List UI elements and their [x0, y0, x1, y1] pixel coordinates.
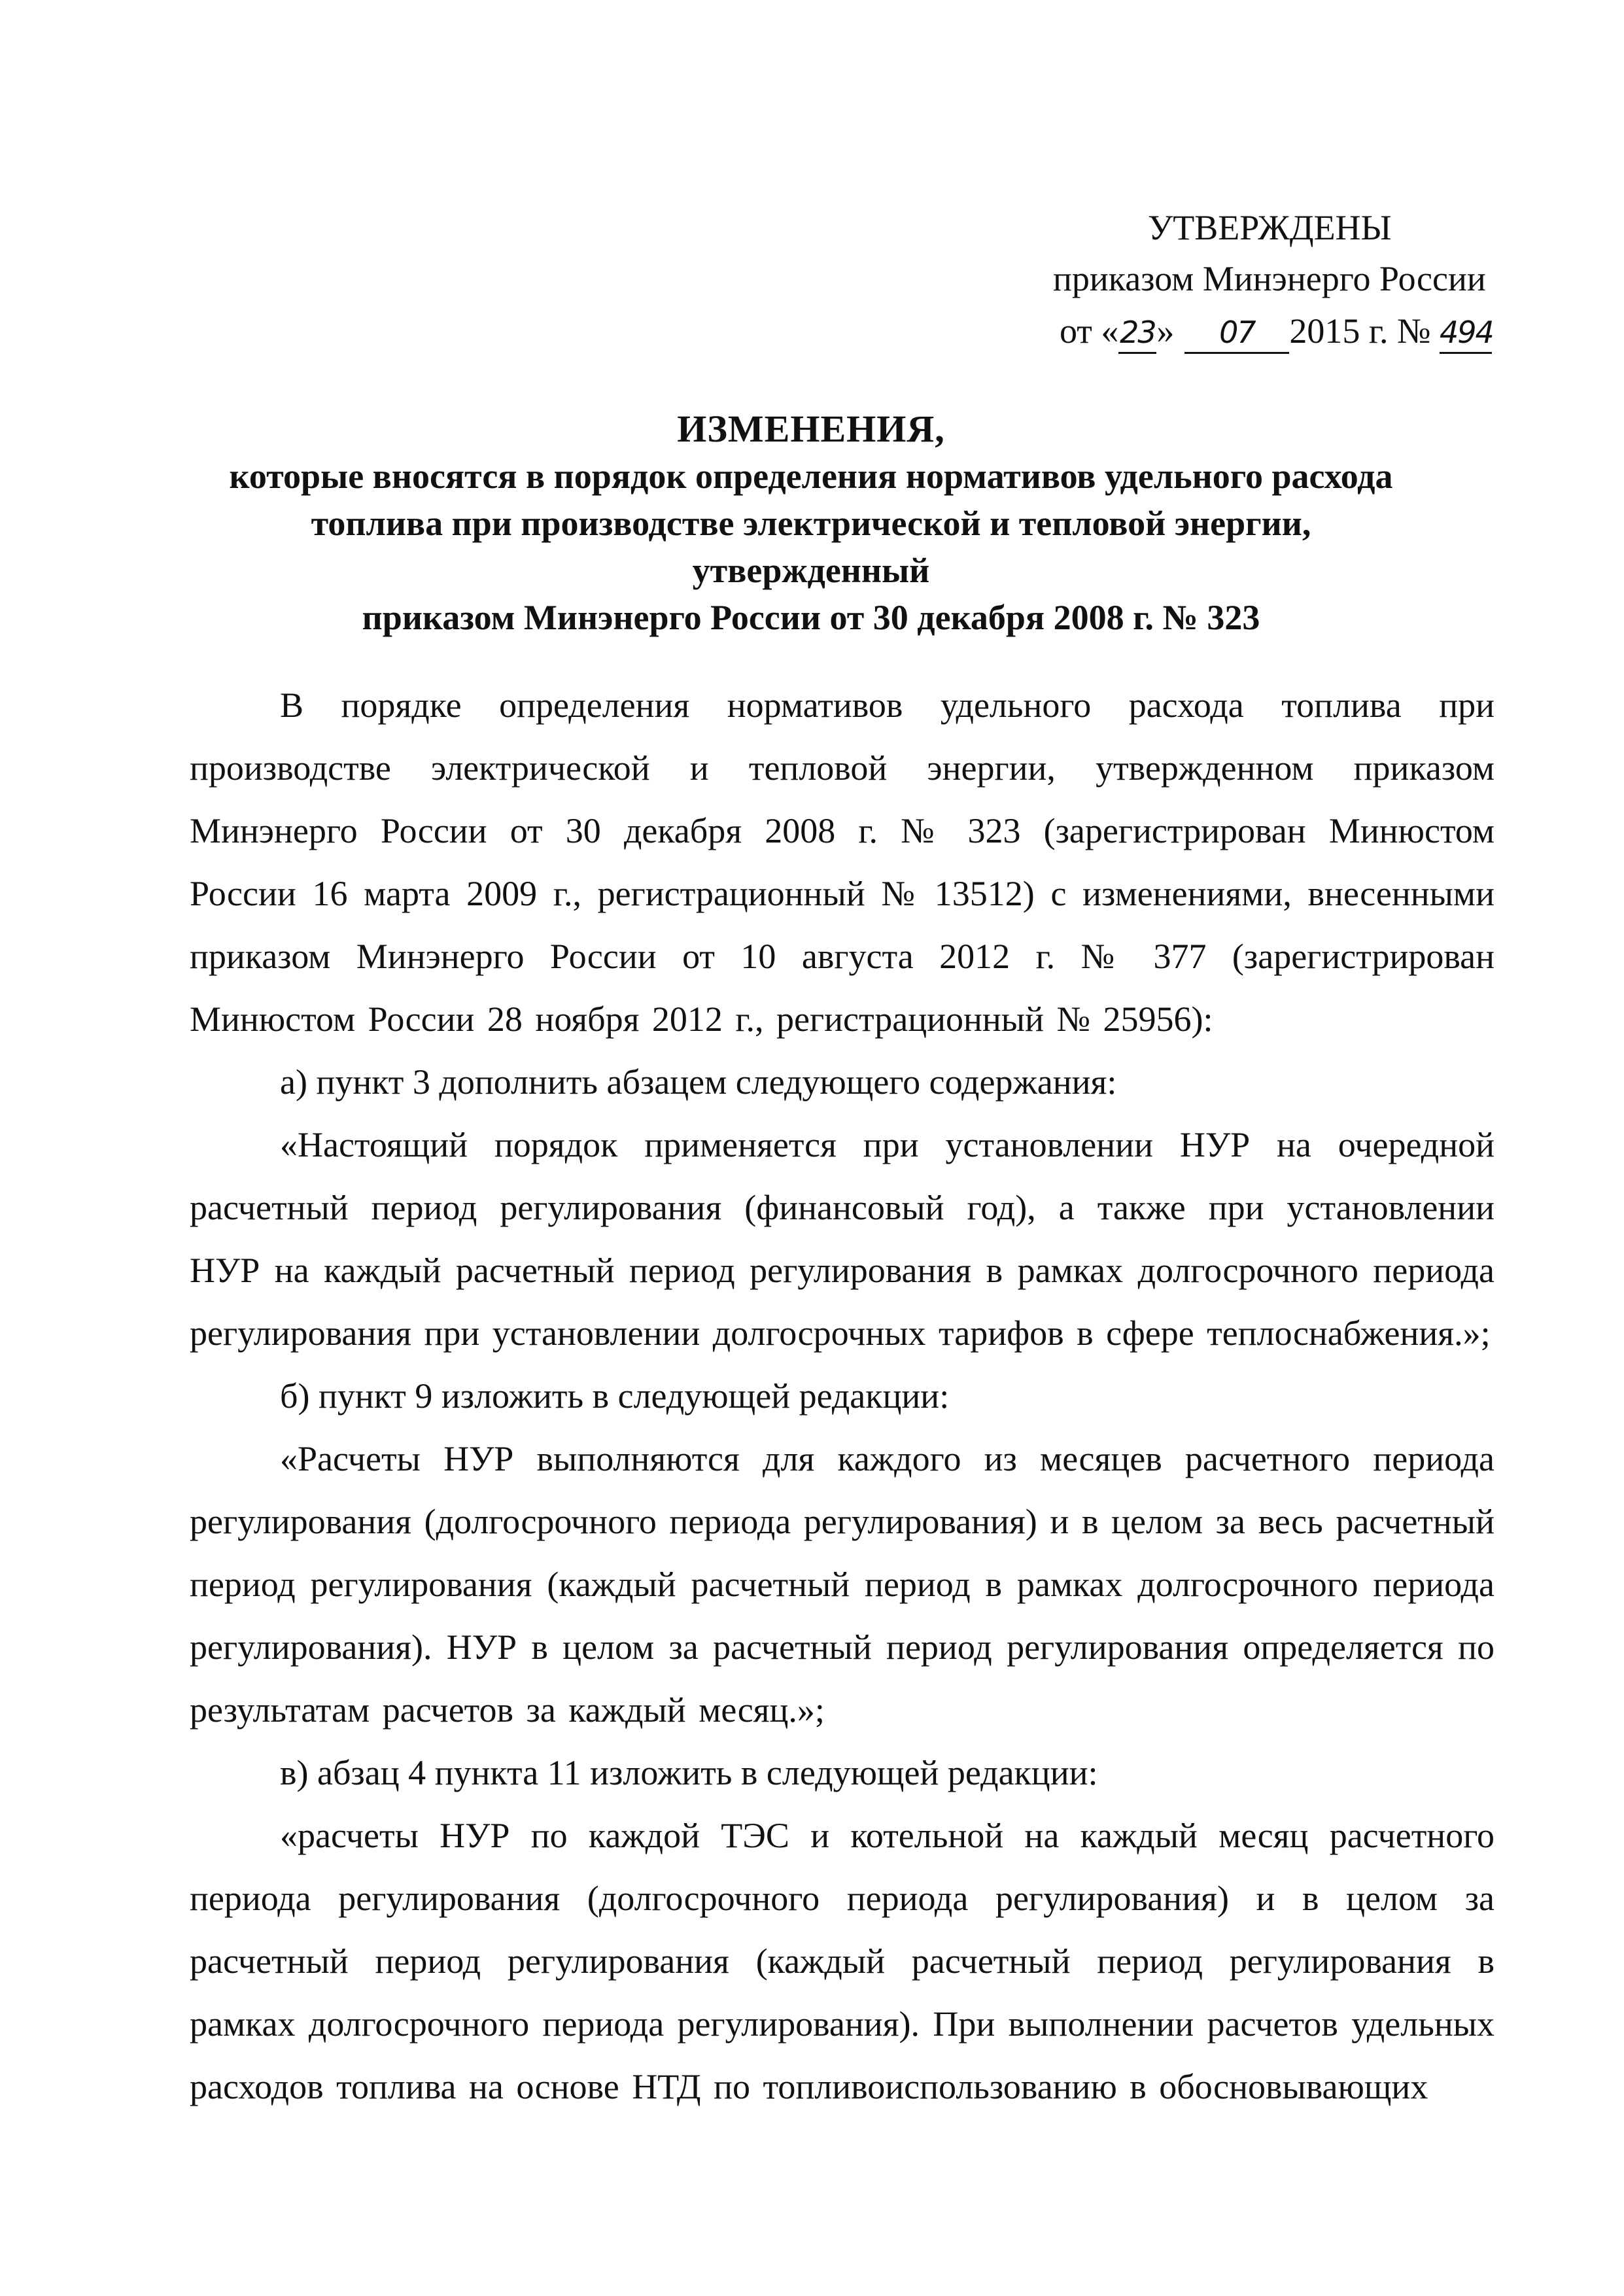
date-prefix: от « — [1060, 311, 1119, 351]
body-paragraph-item-b: б) пункт 9 изложить в следующей редакции: — [280, 1376, 950, 1416]
body-paragraph-item-a: а) пункт 3 дополнить абзацем следующего содержания: — [280, 1062, 1117, 1102]
date-month-handwritten: 07 — [1219, 315, 1255, 350]
document-body — [190, 674, 1494, 2118]
document-subtitle-line-3: приказом Минэнерго России от 30 декабря 2008 г. № 323 — [362, 598, 1260, 637]
document-title: ИЗМЕНЕНИЯ, — [677, 408, 945, 450]
approval-order-line: приказом Минэнерго России — [1053, 259, 1486, 298]
document-subtitle-line-1: которые вносятся в порядок определения нормативов удельного расхода — [229, 457, 1393, 496]
body-paragraph-item-a-text: «Настоящий порядок применяется при установлении НУР на очередной расчетный период регулирования (финансовый год), а также при установлении НУР на каждый расчетный период регулирования в рамках долгосрочного периода регулирования при установлении долгосрочных тарифов в сфере теплоснабжения.»; — [190, 1125, 1494, 1353]
body-paragraph-item-c: в) абзац 4 пункта 11 изложить в следующей редакции: — [280, 1753, 1098, 1792]
date-day-handwritten: 23 — [1120, 315, 1156, 350]
document-title-block — [190, 406, 1432, 641]
order-number-field — [1440, 311, 1492, 354]
body-paragraph-item-c-text: «расчеты НУР по каждой ТЭС и котельной на каждый месяц расчетного периода регулирования (долгосрочного периода регулирования) и в целом за расчетный период регулирования (каждый расчетный период регулирования в рамках долгосрочного периода регулирования). При выполнении расчетов удельных расходов топлива на основе НТД по топливоиспользованию в обосновывающих — [190, 1816, 1494, 2106]
body-paragraph-item-b-text: «Расчеты НУР выполняются для каждого из месяцев расчетного периода регулирования (долгосрочного периода регулирования) и в целом за весь расчетный период регулирования (каждый расчетный период в рамках долгосрочного периода регулирования). НУР в целом за расчетный период регулирования определяется по результатам расчетов за каждый месяц.»; — [190, 1439, 1494, 1730]
approval-date-line — [1060, 306, 1492, 356]
date-month-field — [1184, 311, 1289, 354]
approval-heading: УТВЕРЖДЕНЫ — [1148, 208, 1392, 247]
date-close-quote: » — [1156, 311, 1175, 351]
date-year: 2015 г. № — [1289, 311, 1431, 351]
date-day-field — [1118, 311, 1156, 354]
body-paragraph-intro: В порядке определения нормативов удельного расхода топлива при производстве электрической и тепловой энергии, утвержденном приказом Минэнерго России от 30 декабря 2008 г. № 323 (зарегистрирован Минюстом России 16 марта 2009 г., регистрационный № 13512) с изменениями, внесенными приказом Минэнерго России от 10 августа 2012 г. № 377 (зарегистрирован Минюстом России 28 ноября 2012 г., регистрационный № 25956): — [190, 686, 1494, 1039]
document-subtitle-line-2: топлива при производстве электрической и тепловой энергии, утвержденный — [311, 504, 1311, 590]
order-number-handwritten: 494 — [1439, 315, 1493, 350]
